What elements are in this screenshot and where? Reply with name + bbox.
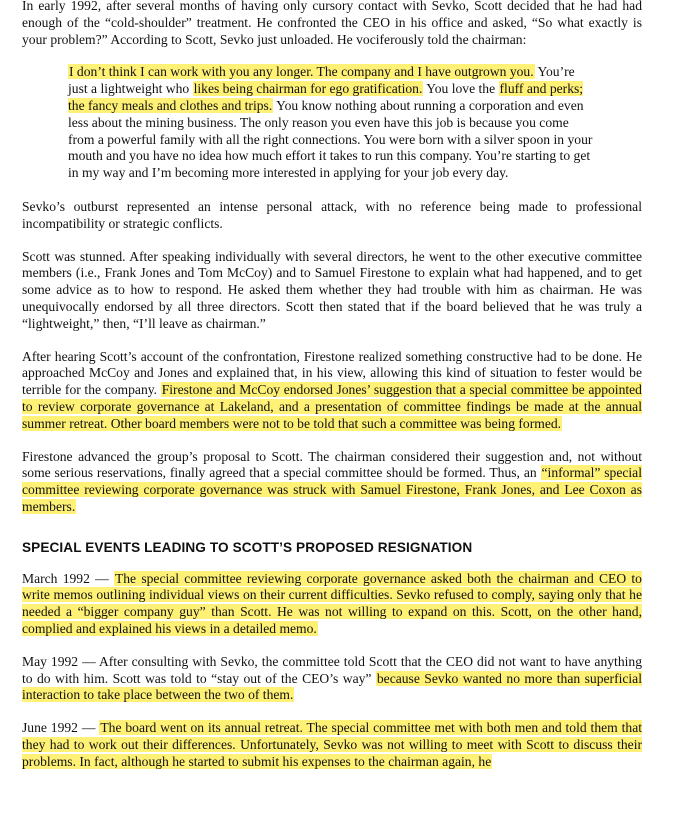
section-heading: SPECIAL EVENTS LEADING TO SCOTT’S PROPOSED RESIGNATION [22, 539, 473, 555]
event-march-1992 [22, 571, 642, 638]
paragraph-firestone [22, 349, 642, 433]
highlight: because Sevko wanted no more than superficial interaction to take place between the two of them. [22, 670, 642, 703]
event-date: June 1992 — [22, 720, 100, 736]
highlight: The special committee reviewing corporate governance asked both the chairman and CEO to write memos outlining individual views on their current difficulties. Sevko refused to comply, saying only that he needed a “bigger company guy” than Scott. He was not willing to expand on this. Scott, on the other hand, complied and explained his views in a detailed memo. [22, 570, 642, 636]
highlight: Firestone and McCoy endorsed Jones’ suggestion that a special committee be appointed to review corporate governance at Lakeland, and a presentation of committee findings be made at the annual summer retreat. Other board members were not to be told that such a committee was being formed. [22, 382, 642, 431]
paragraph-text: After hearing Scott’s account of the confrontation, Firestone realized something constructive had to be done. He approached McCoy and Jones and explained that, in his view, allowing this kind of situation to fester would be terrible for the company. [22, 348, 642, 398]
blockquote-sevko [68, 64, 596, 182]
highlight: I don’t think I can work with you any longer. The company and I have outgrown you. [69, 64, 534, 80]
quote-text: You’re just a lightweight who [68, 64, 575, 97]
paragraph-committee [22, 449, 642, 516]
document-page [22, 0, 643, 769]
highlight: The board went on its annual retreat. The special committee met with both men and told them that they had to work out their differences. Unfortunately, Sevko was not willing to meet with Scott to discuss their problems. In fact, although he started to submit his expenses to the chairman again, he [22, 720, 642, 769]
event-june-1992 [22, 720, 642, 769]
paragraph-intro: In early 1992, after several months of having only cursory contact with Sevko, Scott decided that he had had enough of the “cold-shoulder” treatment. He confronted the CEO in his office and asked, “So what exactly is your problem?” According to Scott, Sevko just unloaded. He vociferously told the chairman: [22, 0, 642, 47]
event-date: May 1992 — [22, 653, 99, 669]
quote-text: You love the [423, 81, 499, 97]
highlight: fluff and perks; the fancy meals and clothes and trips. [68, 81, 584, 113]
event-date: March 1992 — [22, 570, 114, 586]
event-may-1992 [22, 654, 642, 704]
paragraph-text: Firestone advanced the group’s proposal to Scott. The chairman considered their suggestion and, not without some serious reservations, finally agreed that a special committee should be formed. Thus, an [22, 448, 642, 481]
paragraph-outburst: Sevko’s outburst represented an intense personal attack, with no reference being made to professional incompatibility or strategic conflicts. [22, 198, 642, 231]
event-text: After consulting with Sevko, the committee told Scott that the CEO did not want to have anything to do with him. Scott was told to “stay out of the CEO’s way” [22, 653, 643, 686]
highlight: likes being chairman for ego gratification. [193, 81, 423, 97]
quote-text: You know nothing about running a corporation and even less about the mining business. The only reason you even have this job is because you come from a powerful family with all the right connections. You were born with a silver spoon in your mouth and you have no idea how much effort it takes to run this company. You’re starting to get in my way and I’m becoming more interested in applying for your job every day. [68, 97, 593, 181]
paragraph-stunned: Scott was stunned. After speaking individually with several directors, he went to the other executive committee members (i.e., Frank Jones and Tom McCoy) and to Samuel Firestone to explain what had happened, and to get some advice as to how to respond. He asked them whether they had trouble with him as chairman. He was unequivocally endorsed by all three directors. Scott then stated that if the board believed that he was truly a “lightweight,” then, “I’ll leave as chairman.” [22, 248, 642, 331]
highlight: “informal” special committee reviewing corporate governance was struck with Samuel Firestone, Frank Jones, and Lee Coxon as members. [22, 465, 642, 514]
